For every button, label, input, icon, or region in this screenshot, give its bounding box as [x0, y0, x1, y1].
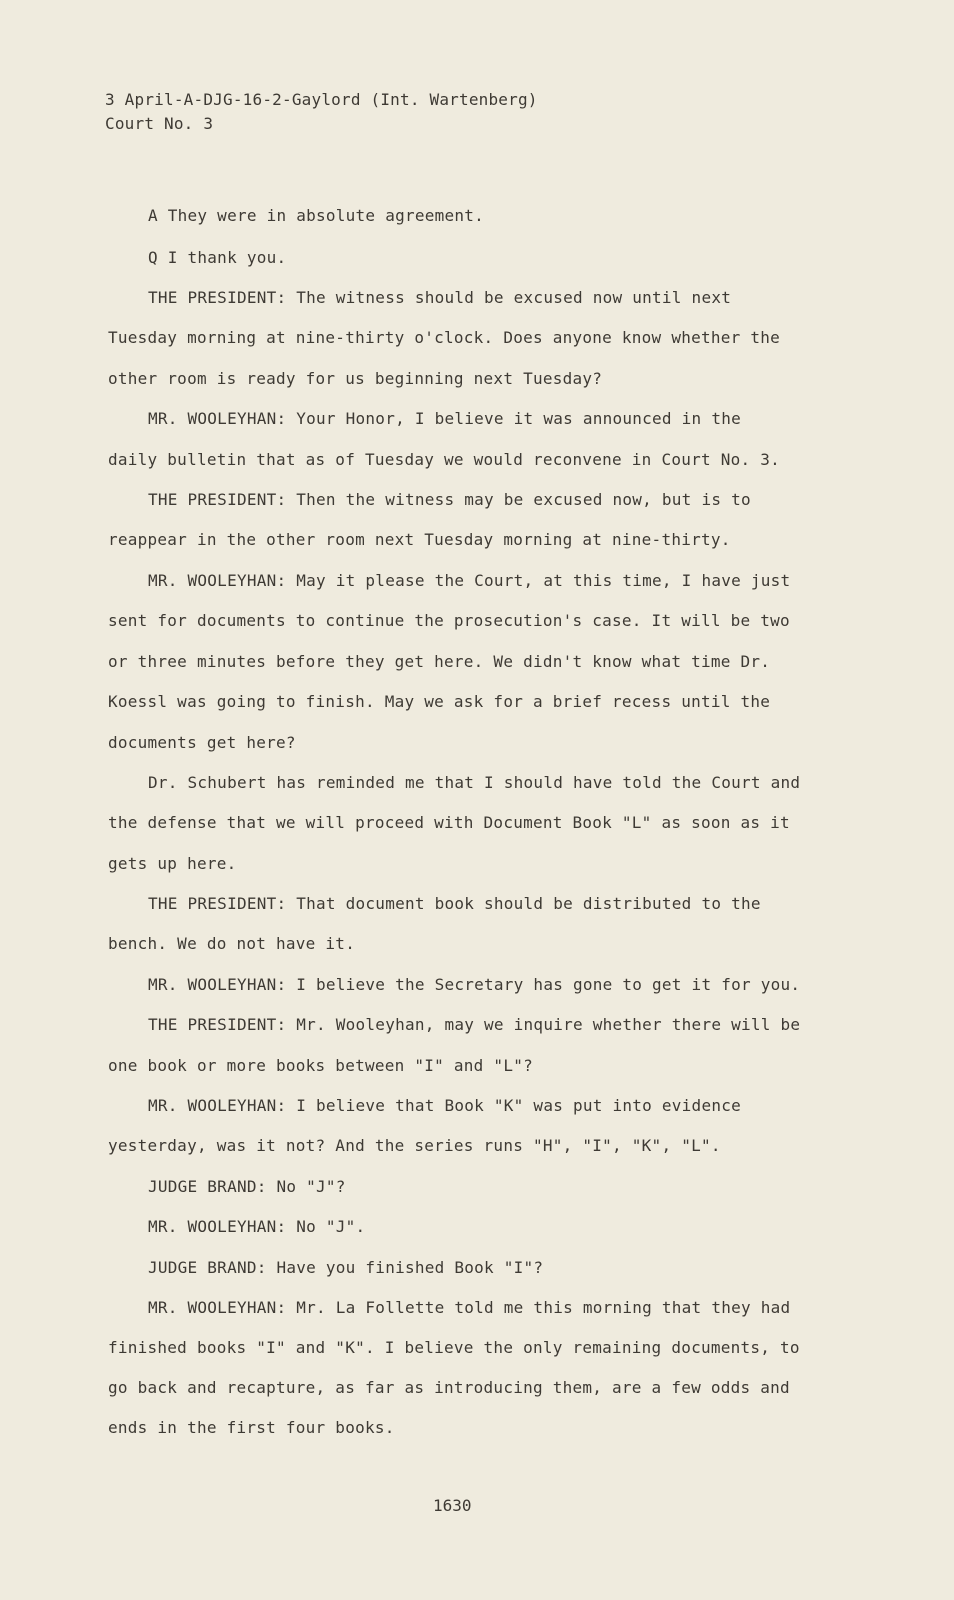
document-header: [105, 88, 538, 136]
transcript-line: go back and recapture, as far as introducing them, are a few odds and: [108, 1378, 790, 1397]
transcript-line: MR. WOOLEYHAN: May it please the Court, at this time, I have just: [148, 571, 791, 590]
transcript-line: MR. WOOLEYHAN: I believe that Book "K" was put into evidence: [148, 1096, 741, 1115]
page-number: 1630: [433, 1496, 472, 1515]
transcript-line: Dr. Schubert has reminded me that I should have told the Court and: [148, 773, 801, 792]
transcript-line: MR. WOOLEYHAN: Your Honor, I believe it was announced in the: [148, 409, 741, 428]
header-court: Court No. 3: [105, 114, 214, 133]
transcript-line: yesterday, was it not? And the series runs "H", "I", "K", "L".: [108, 1136, 721, 1155]
transcript-line: MR. WOOLEYHAN: Mr. La Follette told me this morning that they had: [148, 1298, 791, 1317]
transcript-line: Koessl was going to finish. May we ask for a brief recess until the: [108, 692, 771, 711]
transcript-line: one book or more books between "I" and "L"?: [108, 1056, 533, 1075]
transcript-line: daily bulletin that as of Tuesday we would reconvene in Court No. 3.: [108, 450, 781, 469]
transcript-line: reappear in the other room next Tuesday morning at nine-thirty.: [108, 530, 731, 549]
transcript-line: MR. WOOLEYHAN: I believe the Secretary has gone to get it for you.: [148, 975, 801, 994]
transcript-line: ends in the first four books.: [108, 1418, 395, 1437]
transcript-line: JUDGE BRAND: Have you finished Book "I"?: [148, 1258, 544, 1277]
transcript-line: the defense that we will proceed with Document Book "L" as soon as it: [108, 813, 790, 832]
transcript-line: documents get here?: [108, 733, 296, 752]
transcript-line: sent for documents to continue the prosecution's case. It will be two: [108, 611, 790, 630]
header-reference: 3 April-A-DJG-16-2-Gaylord (Int. Wartenberg): [105, 90, 538, 109]
transcript-line: Tuesday morning at nine-thirty o'clock. Does anyone know whether the: [108, 328, 781, 347]
transcript-line: THE PRESIDENT: Then the witness may be excused now, but is to: [148, 490, 751, 509]
transcript-line: JUDGE BRAND: No "J"?: [148, 1177, 346, 1196]
transcript-line: THE PRESIDENT: Mr. Wooleyhan, may we inquire whether there will be: [148, 1015, 801, 1034]
transcript-line: finished books "I" and "K". I believe the only remaining documents, to: [108, 1338, 800, 1357]
transcript-line: THE PRESIDENT: The witness should be excused now until next: [148, 288, 732, 307]
transcript-line: Q I thank you.: [148, 248, 287, 267]
transcript-line: gets up here.: [108, 854, 237, 873]
transcript-line: A They were in absolute agreement.: [148, 206, 485, 225]
transcript-line: MR. WOOLEYHAN: No "J".: [148, 1217, 366, 1236]
transcript-line: or three minutes before they get here. We didn't know what time Dr.: [108, 652, 771, 671]
transcript-line: bench. We do not have it.: [108, 934, 356, 953]
transcript-line: other room is ready for us beginning next Tuesday?: [108, 369, 603, 388]
transcript-line: THE PRESIDENT: That document book should be distributed to the: [148, 894, 761, 913]
